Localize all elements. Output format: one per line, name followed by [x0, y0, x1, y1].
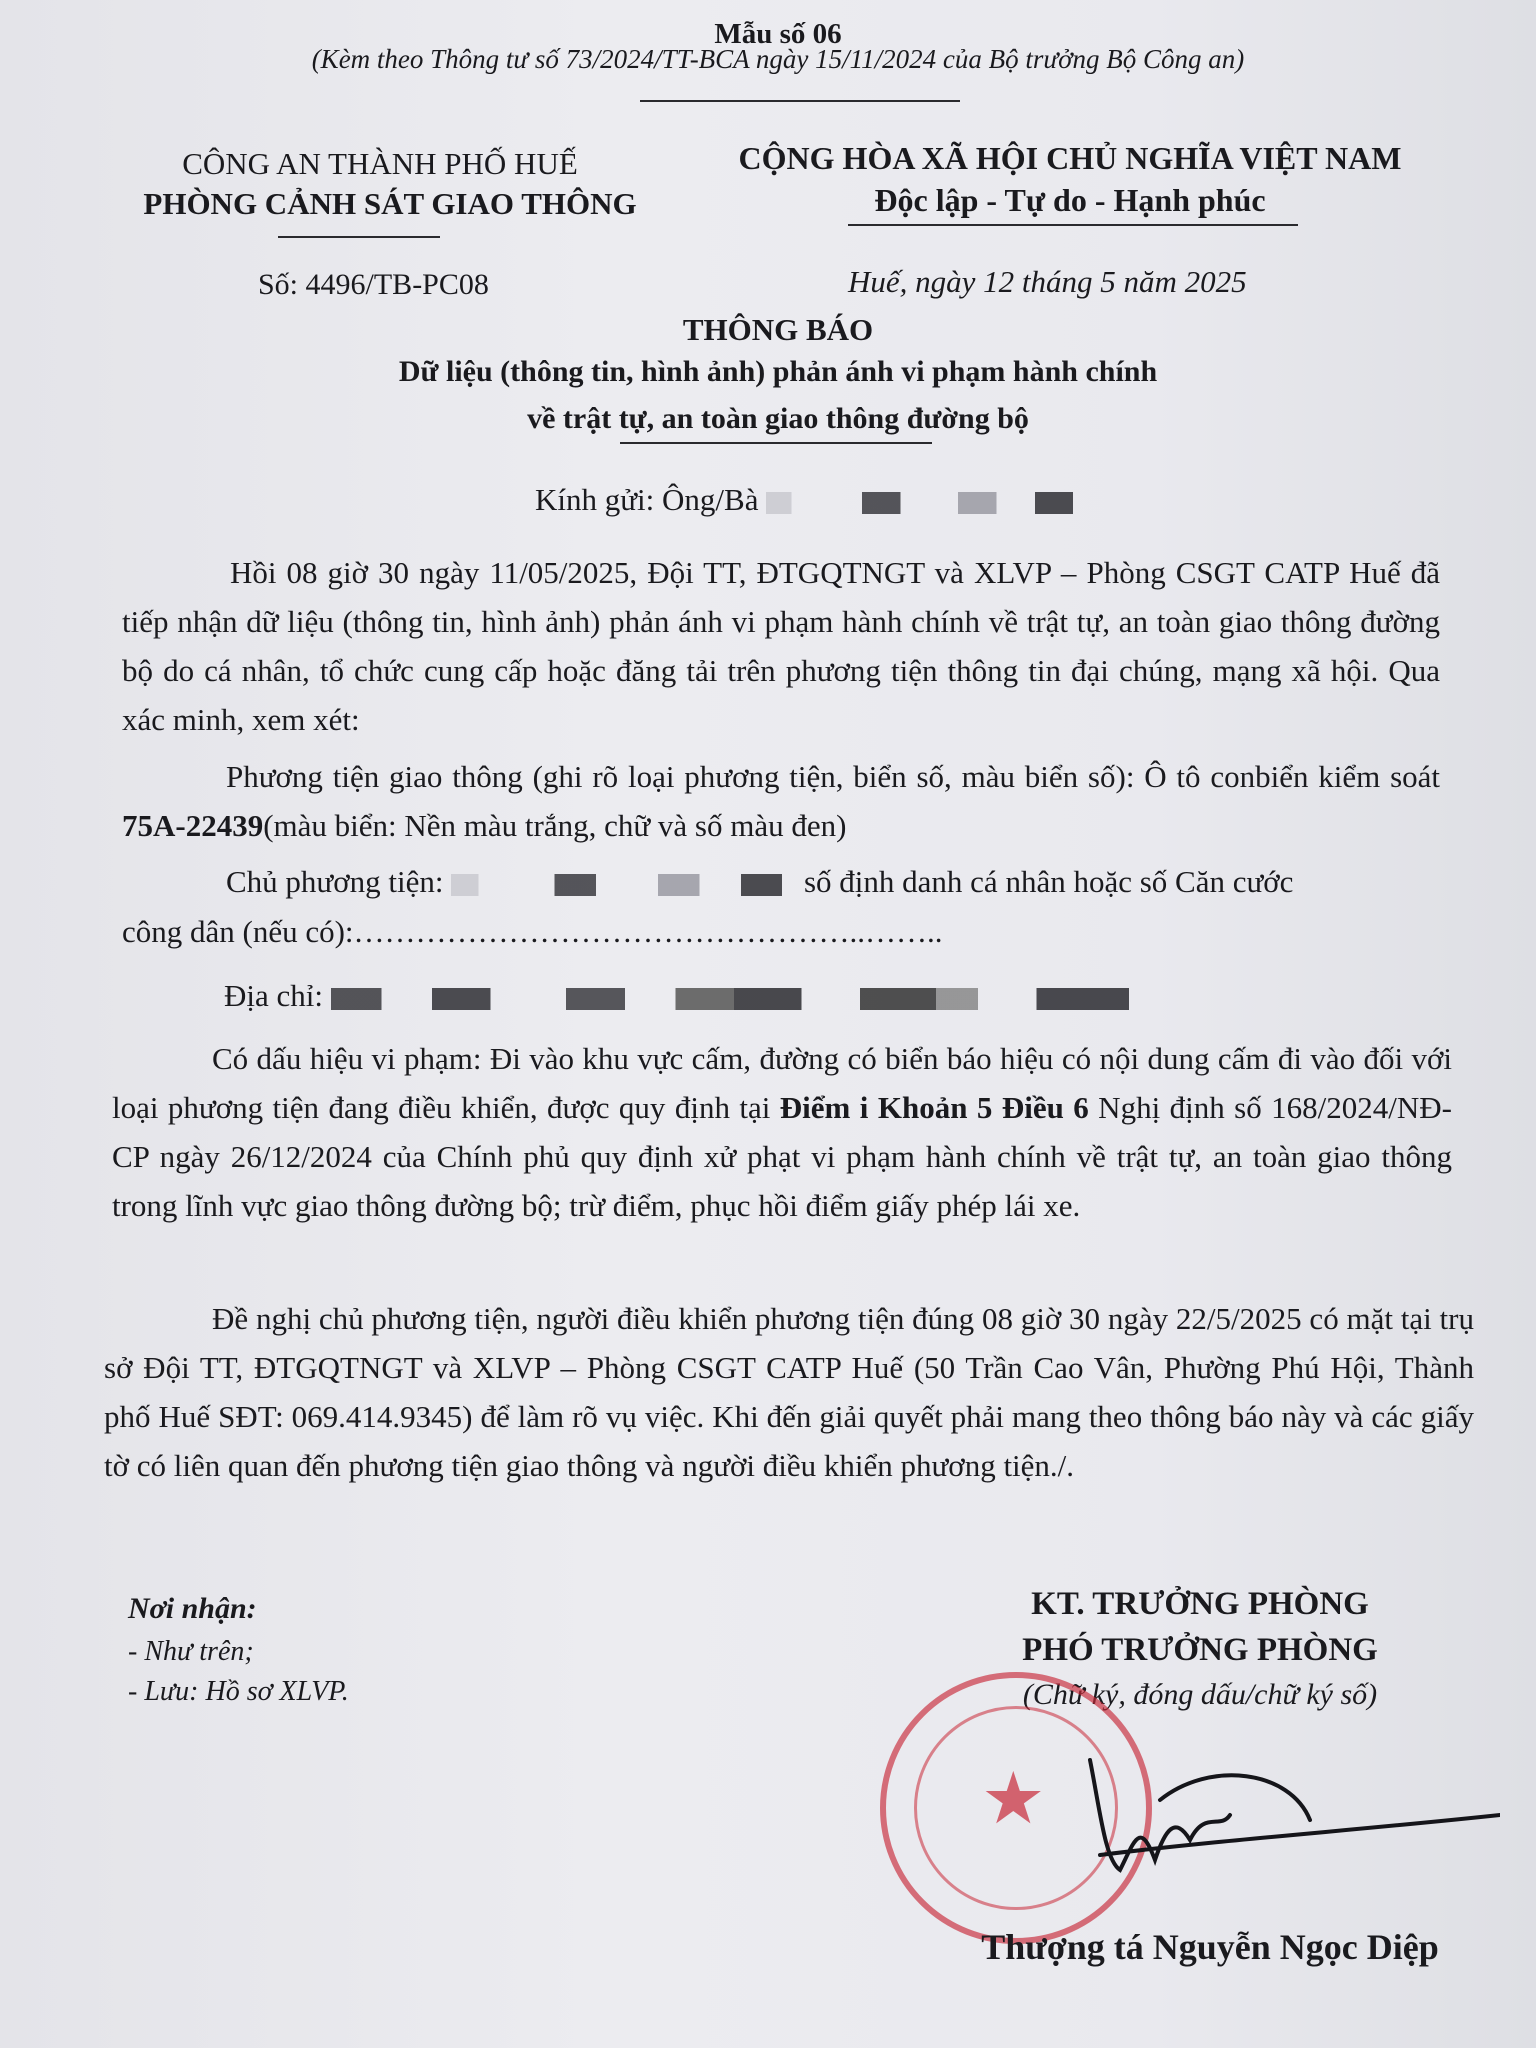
- violation-suffix: Nghị định số 168/2024/NĐ-CP ngày 26/12/2024 của Chính phủ quy định xử phạt vi phạm hành chính về trật tự, an toàn giao thông trong lĩnh vực giao thông đường bộ; trừ điểm, phục hồi điểm giấy phép lái xe.: [112, 1090, 1452, 1223]
- doc-title: THÔNG BÁO: [682, 312, 874, 347]
- divider: [848, 224, 1298, 226]
- doc-subtitle-2: về trật tự, an toàn giao thông đường bộ: [527, 402, 1029, 435]
- place-date: Huế, ngày 12 tháng 5 năm 2025: [848, 264, 1247, 299]
- doc-number: Số: 4496/TB-PC08: [258, 268, 489, 301]
- motto: Độc lập - Tự do - Hạnh phúc: [874, 182, 1266, 218]
- owner-label: Chủ phương tiện:: [226, 864, 444, 899]
- license-plate: 75A-22439: [122, 808, 264, 843]
- form-number: Mẫu số 06: [714, 18, 842, 50]
- violation-clause: Điểm i Khoản 5 Điều 6: [779, 1090, 1089, 1125]
- request-paragraph: Đề nghị chủ phương tiện, người điều khiển phương tiện đúng 08 giờ 30 ngày 22/5/2025 có mặt tại trụ sở Đội TT, ĐTGQTNGT và XLVP – Phòng CSGT CATP Huế (50 Trần Cao Vân, Phường Phú Hội, Thành phố Huế SĐT: 069.414.9345) để làm rõ vụ việc. Khi đến giải quyết phải mang theo thông báo này và các giấy tờ có liên quan đến phương tiện giao thông và người điều khiển phương tiện./.: [104, 1301, 1474, 1483]
- violation-prefix: Có dấu hiệu vi phạm: Đi vào khu vực cấm, đường có biển báo hiệu có nội dung cấm đi vào đối với loại phương tiện đang điều khiển, được quy định tại: [112, 1041, 1452, 1125]
- address-label: Địa chỉ:: [224, 978, 323, 1013]
- recipient-label: Kính gửi: Ông/Bà: [535, 482, 759, 517]
- signature-note: (Chữ ký, đóng dấu/chữ ký số): [1022, 1678, 1378, 1711]
- star-icon: ★: [981, 1759, 1046, 1839]
- form-note: (Kèm theo Thông tư số 73/2024/TT-BCA ngày 15/11/2024 của Bộ trưởng Bộ Công an): [311, 44, 1245, 74]
- doc-subtitle-1: Dữ liệu (thông tin, hình ảnh) phản ánh vi phạm hành chính: [398, 355, 1158, 388]
- recipient-line: [535, 482, 1086, 518]
- agency-name: PHÒNG CẢNH SÁT GIAO THÔNG: [143, 186, 637, 221]
- body-paragraph-1: Hồi 08 giờ 30 ngày 11/05/2025, Đội TT, ĐTGQTNGT và XLVP – Phòng CSGT CATP Huế đã tiếp nhận dữ liệu (thông tin, hình ảnh) phản ánh vi phạm hành chính về trật tự, an toàn giao thông đường bộ do cá nhân, tổ chức cung cấp hoặc đăng tải trên phương tiện thông tin đại chúng, mạng xã hội. Qua xác minh, xem xét:: [122, 555, 1440, 737]
- recipients-line-2: - Lưu: Hồ sơ XLVP.: [128, 1676, 349, 1707]
- owner-id-line: công dân (nếu có):…………………………………………..……..: [122, 914, 943, 949]
- divider: [640, 100, 960, 102]
- owner-suffix: số định danh cá nhân hoặc số Căn cước: [803, 864, 1294, 899]
- vehicle-suffix: (màu biển: Nền màu trắng, chữ và số màu đen): [263, 808, 847, 843]
- recipients-line-1: - Như trên;: [128, 1636, 254, 1667]
- signer-title-1: KT. TRƯỞNG PHÒNG: [1031, 1586, 1369, 1622]
- violation-paragraph: [112, 1034, 1452, 1230]
- redacted-address: [331, 988, 1171, 1010]
- recipients-heading: Nơi nhận:: [128, 1592, 257, 1625]
- signer-title-2: PHÓ TRƯỞNG PHÒNG: [1022, 1632, 1378, 1668]
- divider: [278, 236, 440, 238]
- address-line: [224, 978, 1171, 1014]
- redacted-name: [766, 492, 1086, 514]
- agency-parent: CÔNG AN THÀNH PHỐ HUẾ: [182, 146, 578, 181]
- divider: [620, 442, 932, 444]
- signer-name: Thượng tá Nguyễn Ngọc Diệp: [981, 1927, 1439, 1967]
- redacted-owner: [451, 874, 796, 896]
- vehicle-paragraph: [122, 752, 1440, 850]
- owner-line: [226, 864, 1293, 900]
- nation-title: CỘNG HÒA XÃ HỘI CHỦ NGHĨA VIỆT NAM: [738, 140, 1402, 176]
- handwritten-signature: [1060, 1720, 1500, 1900]
- vehicle-prefix: Phương tiện giao thông (ghi rõ loại phương tiện, biển số, màu biển số): Ô tô conbiển kiểm soát: [226, 759, 1440, 794]
